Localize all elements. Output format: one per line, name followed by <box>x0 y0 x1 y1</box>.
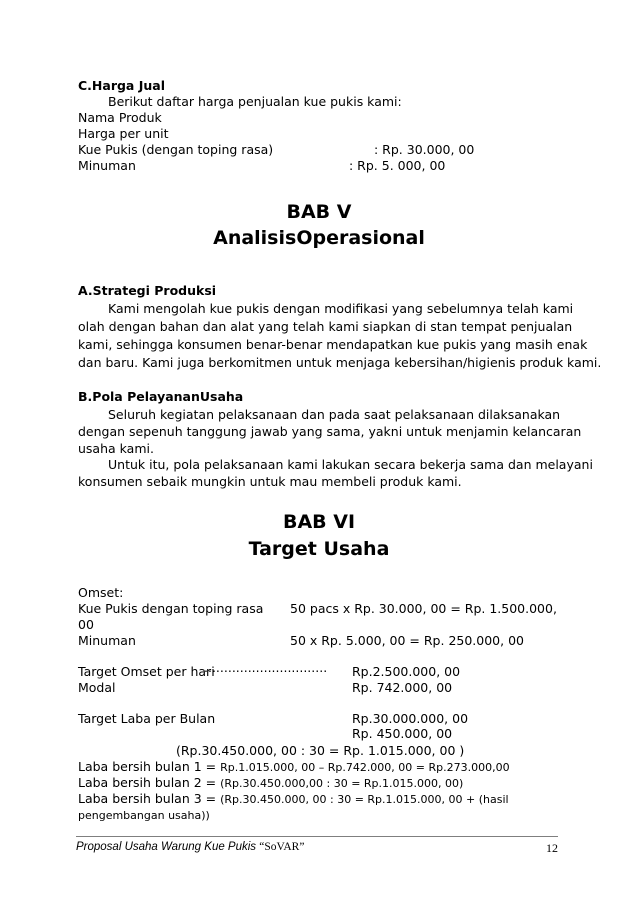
harga-jual-intro: Berikut daftar harga penjualan kue pukis kami: <box>108 94 402 109</box>
laba-bulan-3-label: Laba bersih bulan 3 = <box>78 791 217 806</box>
laba-bulan-3 <box>78 791 509 808</box>
footer-title-text: Proposal Usaha Warung Kue Pukis <box>76 841 257 853</box>
item-minuman-price: : Rp. 5. 000, 00 <box>349 158 446 173</box>
item-kue-pukis-price: : Rp. 30.000, 00 <box>374 142 475 157</box>
omset-kue-pukis-cont: 00 <box>78 617 94 632</box>
section-b-heading: B.Pola PelayananUsaha <box>78 389 244 404</box>
target-omset-dots: ............................... <box>204 660 328 675</box>
item-kue-pukis-name: Kue Pukis (dengan toping rasa) <box>78 142 274 157</box>
omset-minuman-name: Minuman <box>78 633 136 648</box>
footer-brand: “SoVAR” <box>259 841 305 853</box>
footer-title <box>76 841 304 853</box>
bab6-title: BAB VI <box>282 511 356 533</box>
laba-bulan-3-cont: pengembangan usaha)) <box>78 809 210 822</box>
item-minuman-name: Minuman <box>78 158 136 173</box>
calc-line: (Rp.30.450.000, 00 : 30 = Rp. 1.015.000, 00 ) <box>176 743 465 758</box>
omset-label: Omset: <box>78 585 124 600</box>
section-b-line: usaha kami. <box>78 441 154 456</box>
laba-bulan-2-label: Laba bersih bulan 2 = <box>78 775 217 790</box>
section-a-line: kami, sehingga konsumen benar-benar mendapatkan kue pukis yang masih enak <box>78 337 588 352</box>
target-laba-label: Target Laba per Bulan <box>78 711 216 726</box>
target-omset-label: Target Omset per hari <box>78 664 215 679</box>
section-a-line: olah dengan bahan dan alat yang telah kami siapkan di stan tempat penjualan <box>78 319 573 334</box>
omset-kue-pukis-calc: 50 pacs x Rp. 30.000, 00 = Rp. 1.500.000, <box>290 601 557 616</box>
target-omset-value: Rp.2.500.000, 00 <box>352 664 461 679</box>
omset-kue-pukis-name: Kue Pukis dengan toping rasa <box>78 601 264 616</box>
label-harga-per-unit: Harga per unit <box>78 126 169 141</box>
laba-bulan-3-calc: (Rp.30.450.000, 00 : 30 = Rp.1.015.000, 00 + (hasil <box>220 793 509 806</box>
modal-label: Modal <box>78 680 116 695</box>
target-laba-value: Rp.30.000.000, 00 <box>352 711 469 726</box>
omset-minuman-calc: 50 x Rp. 5.000, 00 = Rp. 250.000, 00 <box>290 633 524 648</box>
page-footer <box>76 836 558 855</box>
section-b-line: Seluruh kegiatan pelaksanaan dan pada saat pelaksanaan dilaksanakan <box>108 407 561 422</box>
laba-bulan-2 <box>78 775 463 792</box>
laba-bulan-2-calc: (Rp.30.450.000,00 : 30 = Rp.1.015.000, 00) <box>220 777 464 790</box>
section-a-line: dan baru. Kami juga berkomitmen untuk menjaga kebersihan/higienis produk kami. <box>78 355 602 370</box>
label-nama-produk: Nama Produk <box>78 110 162 125</box>
section-b-line: konsumen sebaik mungkin untuk mau membeli produk kami. <box>78 474 462 489</box>
section-a-heading: A.Strategi Produksi <box>78 283 217 298</box>
bab6-subtitle: Target Usaha <box>248 538 390 560</box>
modal-value: Rp. 742.000, 00 <box>352 680 453 695</box>
harga-jual-heading: C.Harga Jual <box>78 78 165 93</box>
laba-bulan-1-label: Laba bersih bulan 1 = <box>78 759 217 774</box>
section-b-line: dengan sepenuh tanggung jawab yang sama, yakni untuk menjamin kelancaran <box>78 424 582 439</box>
page-number: 12 <box>546 841 558 855</box>
laba-bulan-1 <box>78 759 510 776</box>
section-a-line: Kami mengolah kue pukis dengan modifikasi yang sebelumnya telah kami <box>108 301 574 316</box>
target-laba-value-2: Rp. 450.000, 00 <box>352 726 453 741</box>
laba-bulan-1-calc: Rp.1.015.000, 00 – Rp.742.000, 00 = Rp.273.000,00 <box>220 761 510 774</box>
bab5-title: BAB V <box>286 201 352 223</box>
section-b-line: Untuk itu, pola pelaksanaan kami lakukan secara bekerja sama dan melayani <box>108 457 593 472</box>
bab5-subtitle: AnalisisOperasional <box>213 227 425 249</box>
